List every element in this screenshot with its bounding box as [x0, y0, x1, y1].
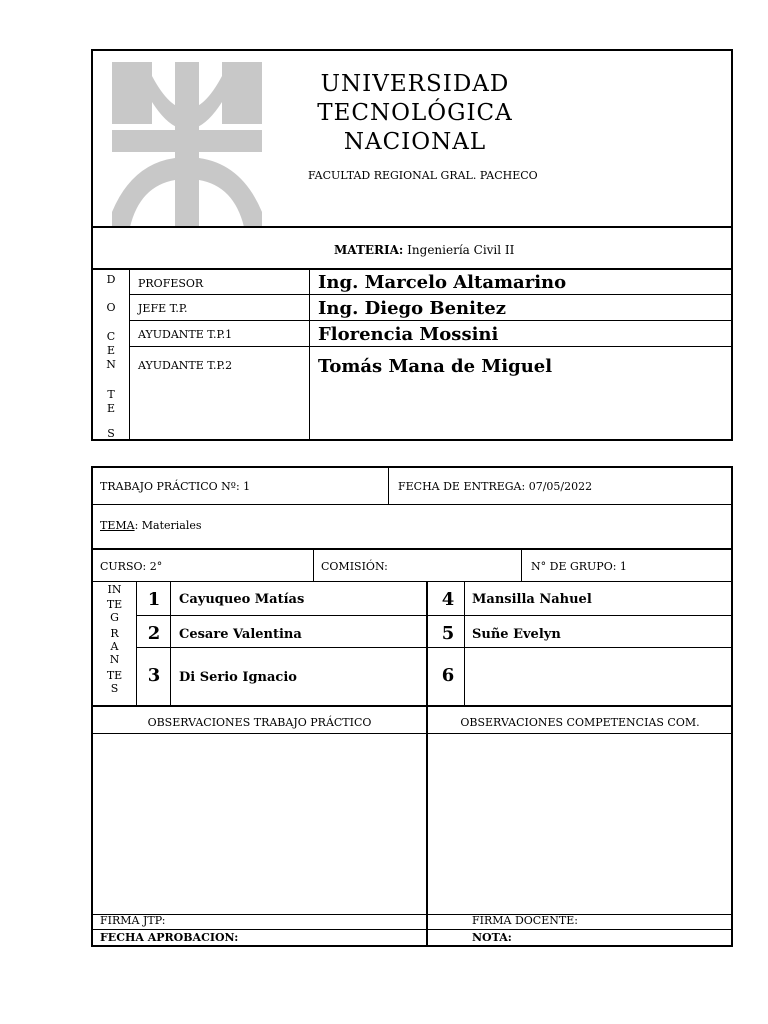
- obs-tp-header: OBSERVACIONES TRABAJO PRÁCTICO: [147, 716, 372, 729]
- member-name: Suñe Evelyn: [472, 627, 561, 642]
- member-number: 3: [147, 665, 161, 686]
- divider: [464, 582, 465, 706]
- letter: S: [107, 427, 115, 440]
- letter: G: [110, 611, 119, 624]
- role-profesor: PROFESOR: [138, 277, 204, 290]
- obs-comp-header: OBSERVACIONES COMPETENCIAS COM.: [460, 716, 700, 729]
- letter: C: [106, 330, 116, 343]
- tp-number: TRABAJO PRÁCTICO Nº: 1: [100, 480, 251, 493]
- divider: [129, 294, 732, 295]
- subject-label: MATERIA:: [334, 243, 404, 257]
- member-name: Di Serio Ignacio: [179, 670, 297, 685]
- name-profesor: Ing. Marcelo Altamarino: [318, 272, 567, 293]
- divider: [136, 615, 732, 616]
- letter: O: [106, 301, 116, 314]
- letter: T: [107, 388, 115, 401]
- member-number: 5: [441, 623, 455, 644]
- letter: A: [110, 640, 119, 653]
- divider: [92, 914, 732, 915]
- delivery-date: FECHA DE ENTREGA: 07/05/2022: [398, 480, 593, 493]
- divider: [92, 705, 732, 707]
- divider: [129, 320, 732, 321]
- grupo: N° DE GRUPO: 1: [531, 560, 627, 573]
- curso: CURSO: 2°: [100, 560, 163, 573]
- divider: [388, 467, 389, 505]
- utn-logo-icon: [112, 62, 262, 227]
- divider: [521, 550, 522, 581]
- divider: [91, 268, 733, 270]
- name-jefe-tp: Ing. Diego Benitez: [318, 298, 506, 319]
- obs-comp-area[interactable]: [428, 734, 731, 914]
- members-vertical-label: [93, 583, 136, 695]
- divider: [92, 581, 732, 582]
- university-line-3: NACIONAL: [343, 129, 487, 155]
- comision: COMISIÓN:: [321, 560, 388, 573]
- role-ayudante-2: AYUDANTE T.P.2: [138, 359, 233, 372]
- divider: [129, 346, 732, 347]
- faculty-name: FACULTAD REGIONAL GRAL. PACHECO: [308, 169, 538, 182]
- letter: R: [110, 627, 119, 640]
- subject-value: Ingeniería Civil II: [407, 243, 515, 257]
- divider: [313, 550, 314, 581]
- member-number: 4: [441, 589, 455, 610]
- letter: E: [106, 344, 116, 357]
- staff-vertical-label: [93, 270, 129, 440]
- fecha-aprobacion: FECHA APROBACION:: [100, 931, 239, 944]
- letter: S: [110, 682, 119, 695]
- role-ayudante-1: AYUDANTE T.P.1: [138, 328, 233, 341]
- divider: [92, 548, 732, 550]
- name-ayudante-2: Tomás Mana de Miguel: [318, 356, 553, 377]
- firma-docente: FIRMA DOCENTE:: [472, 914, 578, 927]
- letter: N: [109, 653, 120, 666]
- letter: D: [106, 273, 116, 286]
- member-number: 2: [147, 623, 161, 644]
- divider: [136, 647, 732, 648]
- divider: [92, 929, 732, 930]
- university-line-2: TECNOLÓGICA: [317, 100, 513, 126]
- letter: TE: [106, 669, 123, 682]
- member-name: Cayuqueo Matías: [179, 592, 305, 607]
- tema-label: TEMA: [100, 519, 135, 532]
- obs-tp-area[interactable]: [93, 734, 425, 914]
- divider: [91, 226, 733, 228]
- divider: [92, 504, 732, 505]
- member-name: Cesare Valentina: [179, 627, 302, 642]
- university-line-1: UNIVERSIDAD: [320, 71, 510, 97]
- letter: TE: [106, 598, 123, 611]
- role-jefe-tp: JEFE T.P.: [138, 302, 188, 315]
- letter: IN: [107, 583, 122, 596]
- divider: [170, 582, 171, 706]
- divider: [136, 582, 137, 706]
- tema-row: [100, 519, 202, 532]
- tema-value: : Materiales: [134, 519, 202, 532]
- subject-row: [334, 243, 514, 257]
- member-number: 1: [147, 589, 161, 610]
- member-name: Mansilla Nahuel: [472, 592, 592, 607]
- university-title: [300, 70, 530, 157]
- firma-jtp: FIRMA JTP:: [100, 914, 166, 927]
- member-number: 6: [441, 665, 455, 686]
- letter: E: [106, 402, 116, 415]
- name-ayudante-1: Florencia Mossini: [318, 324, 499, 345]
- nota: NOTA:: [472, 931, 512, 944]
- letter: N: [106, 358, 116, 371]
